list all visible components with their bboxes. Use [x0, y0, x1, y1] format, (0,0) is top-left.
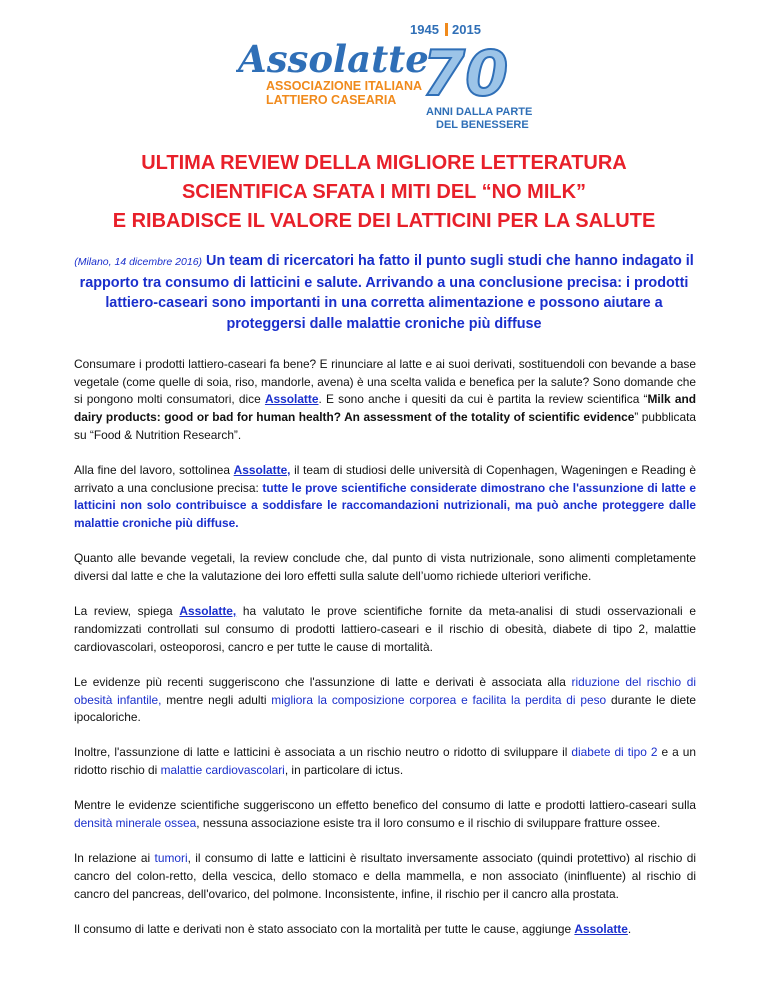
p8-highlight: tumori: [154, 851, 188, 866]
p8-text-b: , il consumo di latte e latticini è risultato inversamente associato (quindi protettivo) al rischio di cancro del colon-retto, della vescica, dello stomaco e della mammella, e non associato (ininfluente) al rischio di cancro del pancreas, dell'ovarico, del polmone. Inconsistente, infine, il rischio per il cancro alla prostata.: [74, 851, 696, 901]
logo-org-line1: ASSOCIAZIONE ITALIANA: [266, 79, 423, 93]
p7-highlight: densità minerale ossea: [74, 816, 197, 831]
article-body: [74, 356, 696, 956]
headline-line-2: SCIENTIFICA SFATA I MITI DEL “NO MILK”: [181, 181, 587, 203]
p5-highlight-2: migliora la composizione corporea e facilita la perdita di peso: [271, 692, 607, 707]
logo-anniversary-number: 70: [422, 37, 509, 110]
logo-org-line2: LATTIERO CASEARIA: [266, 93, 397, 107]
p9-text-a: Il consumo di latte e derivati non è stato associato con la mortalità per tutte le cause, aggiunge: [74, 921, 575, 936]
logo-years-divider: [445, 23, 448, 36]
p9-text-b: .: [627, 921, 632, 936]
p2-text-b: il team di studiosi delle università di Copenhagen, Wageningen e Reading è arrivato a una conclusione precisa:: [74, 463, 696, 495]
assolatte-70-logo-graphic: [236, 20, 536, 132]
logo-tagline-line1: ANNI DALLA PARTE: [426, 106, 533, 118]
p5-text-b: mentre negli adulti: [161, 692, 272, 707]
p2-highlight: tutte le prove scientifiche considerate dimostrano che l'assunzione di latte e latticini non solo contribuisce a soddisfare le raccomandazioni nutrizionali, ma può anche proteggere dalle malattie croniche più diffuse.: [74, 480, 696, 531]
assolatte-link[interactable]: Assolatte: [264, 392, 319, 407]
p5-text-a: Le evidenze più recenti suggeriscono che l'assunzione di latte e derivati è associata alla: [74, 674, 572, 689]
paragraph-9: [74, 921, 696, 939]
assolatte-logo: [236, 20, 536, 132]
p4-text-a: La review, spiega: [74, 604, 180, 619]
logo-tagline-line2: DEL BENESSERE: [436, 119, 529, 131]
assolatte-link[interactable]: Assolatte,: [233, 463, 291, 478]
p2-text-a: Alla fine del lavoro, sottolinea: [74, 463, 234, 478]
p1-text-c: ” pubblicata su “Food & Nutrition Research”.: [74, 410, 696, 442]
p6-highlight-1: diabete di tipo 2: [571, 745, 658, 760]
logo-years-end: 2015: [452, 22, 481, 37]
p6-text-b: e a un ridotto rischio di: [74, 745, 696, 778]
p5-highlight-1: riduzione del rischio di obesità infantile,: [74, 674, 696, 707]
p6-text-a: Inoltre, l'assunzione di latte e latticini è associata a un rischio neutro o ridotto di sviluppare il: [74, 745, 572, 760]
paragraph-8: [74, 850, 696, 903]
logo-years-start: 1945: [410, 22, 439, 37]
paragraph-1: [74, 356, 696, 445]
p3-text: Quanto alle bevande vegetali, la review conclude che, dal punto di vista nutrizionale, sono alimenti completamente diversi dal latte e che la valutazione dei loro effetti sulla salute dell’uomo richiede ulteriori verifiche.: [74, 551, 696, 584]
logo-brand: Assolatte: [238, 37, 429, 81]
paragraph-6: [74, 744, 696, 779]
p1-text-b: . E sono anche i quesiti da cui è partita la review scientifica “: [318, 392, 648, 407]
p6-highlight-2: malattie cardiovascolari: [160, 763, 285, 778]
lead-paragraph: [70, 251, 698, 334]
p7-text-a: Mentre le evidenze scientifiche suggeriscono un effetto benefico del consumo di latte e prodotti lattiero-caseari sulla: [74, 798, 696, 813]
paragraph-7: [74, 797, 696, 832]
paragraph-5: [74, 674, 696, 727]
lead-text: Un team di ricercatori ha fatto il punto sugli studi che hanno indagato il rapporto tra consumo di latticini e salute. Arrivando a una conclusione precisa: i prodotti lattiero-caseari sono importanti in una corretta alimentazione e possono aiutare a proteggersi dalle malattie croniche più diffuse: [79, 253, 694, 332]
p7-text-b: , nessuna associazione esiste tra il loro consumo e il rischio di sviluppare fratture ossee.: [196, 816, 661, 831]
p1-text-a: Consumare i prodotti lattiero-caseari fa bene? E rinunciare al latte e ai suoi derivati, sostituendoli con bevande a base vegetale (come quelle di soia, riso, mandorle, avena) è una scelta valida e benefica per la salute? Sono domande che si pongono molti consumatori, dice: [74, 357, 696, 407]
headline-line-3: E RIBADISCE IL VALORE DEI LATTICINI PER LA SALUTE: [112, 210, 656, 232]
paragraph-2: [74, 462, 696, 533]
p6-text-c: , in particolare di ictus.: [284, 763, 404, 778]
p5-text-c: durante le diete ipocaloriche.: [74, 692, 696, 725]
p4-text-b: ha valutato le prove scientifiche fornite da meta-analisi di studi osservazionali e randomizzati controllati sul consumo di prodotti lattiero-caseari e il rischio di obesità, diabete di tipo 2, malattie cardiovascolari, osteoporosi, cancro e per tutte le cause di mortalità.: [74, 604, 696, 654]
dateline: (Milano, 14 dicembre 2016): [74, 256, 203, 268]
headline: [60, 149, 708, 236]
headline-line-1: ULTIMA REVIEW DELLA MIGLIORE LETTERATURA: [141, 152, 627, 174]
p8-text-a: In relazione ai: [74, 851, 155, 866]
paragraph-4: [74, 603, 696, 656]
assolatte-link[interactable]: Assolatte: [574, 921, 628, 936]
paragraph-3: [74, 550, 696, 585]
assolatte-link[interactable]: Assolatte,: [179, 604, 237, 619]
review-title: Milk and dairy products: good or bad for human health? An assessment of the totality of scientific evidence: [74, 392, 696, 425]
